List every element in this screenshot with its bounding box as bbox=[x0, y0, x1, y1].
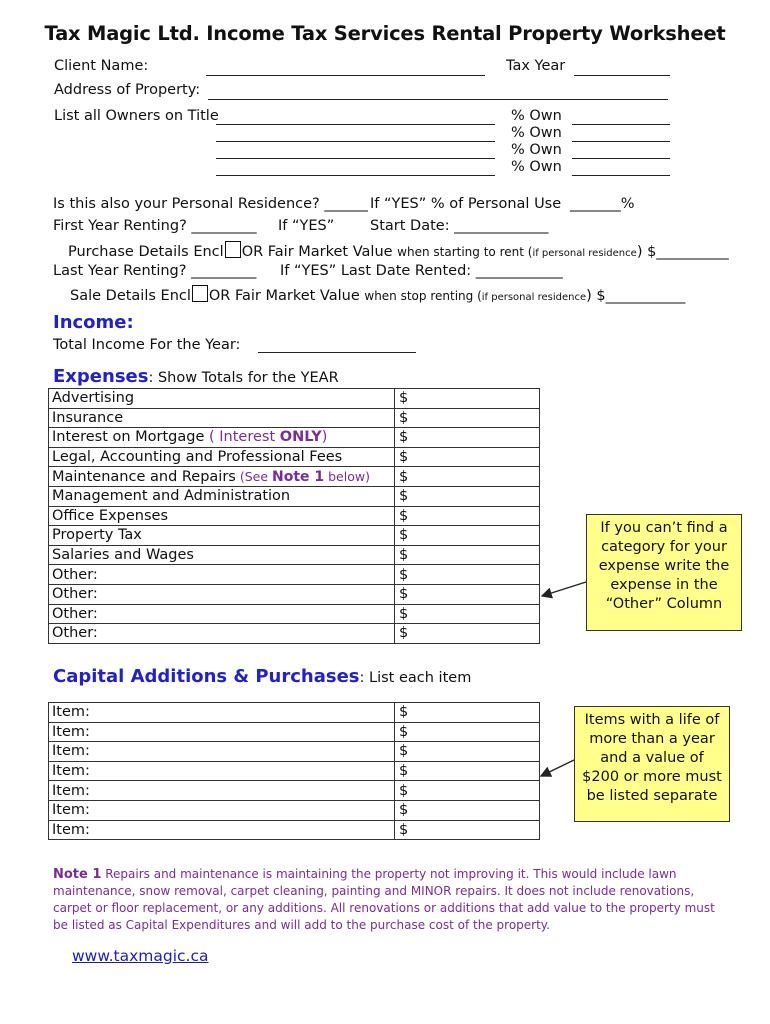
expense-label: Salaries and Wages bbox=[49, 545, 395, 565]
expense-label: Advertising bbox=[49, 389, 395, 409]
expense-amount[interactable]: $ bbox=[395, 467, 540, 487]
purchase-details-label: Purchase Details Encl bbox=[68, 244, 224, 260]
expense-amount[interactable]: $ bbox=[395, 389, 540, 409]
item-label[interactable]: Item: bbox=[49, 800, 395, 820]
item-label[interactable]: Item: bbox=[49, 722, 395, 742]
purchase-fmv-label: OR Fair Market Value bbox=[241, 244, 393, 260]
maintenance-note: (See Note 1 below) bbox=[235, 468, 370, 485]
sale-details-label: Sale Details Encl bbox=[70, 288, 191, 304]
last-date-field: If “YES” Last Date Rented: ____________ bbox=[280, 263, 563, 279]
capital-callout: Items with a life of more than a year and a value of $200 or more must be listed separate bbox=[574, 706, 730, 822]
item-label[interactable]: Item: bbox=[49, 820, 395, 840]
sale-fmv-label: OR Fair Market Value bbox=[208, 288, 360, 304]
expense-label: Office Expenses bbox=[49, 506, 395, 526]
expense-label-text: Interest on Mortgage bbox=[52, 429, 205, 446]
expense-amount[interactable]: $ bbox=[395, 604, 540, 624]
expense-label: Legal, Accounting and Professional Fees bbox=[49, 447, 395, 467]
table-row bbox=[49, 781, 540, 801]
item-amount[interactable]: $ bbox=[395, 800, 540, 820]
expense-label: Insurance bbox=[49, 408, 395, 428]
purchase-personal-note: if personal residence bbox=[532, 248, 637, 259]
item-amount[interactable]: $ bbox=[395, 820, 540, 840]
expense-amount[interactable]: $ bbox=[395, 624, 540, 644]
client-name-label: Client Name: bbox=[54, 58, 149, 74]
note-text: Repairs and maintenance is maintaining the property not improving it. This would include lawn maintenance, snow removal, carpet cleaning, painting and MINOR repairs. It does not include renovations, carpet or floor replacement, or any additions. All renovations or additions that add value to the property must be listed as Capital Expenditures and will add to the purchase cost of the property. bbox=[53, 867, 715, 932]
income-heading: Income: bbox=[53, 312, 134, 333]
expenses-heading: Expenses bbox=[53, 366, 149, 387]
last-year-question: Last Year Renting? _________ bbox=[53, 263, 257, 279]
item-amount[interactable]: $ bbox=[395, 742, 540, 762]
note-1 bbox=[53, 866, 723, 934]
expense-label: Management and Administration bbox=[49, 486, 395, 506]
item-amount[interactable]: $ bbox=[395, 703, 540, 723]
expense-amount[interactable]: $ bbox=[395, 545, 540, 565]
capital-arrow-icon bbox=[541, 760, 574, 776]
expense-label: Property Tax bbox=[49, 526, 395, 546]
item-amount[interactable]: $ bbox=[395, 781, 540, 801]
expense-amount[interactable]: $ bbox=[395, 408, 540, 428]
item-label[interactable]: Item: bbox=[49, 742, 395, 762]
expense-amount[interactable]: $ bbox=[395, 447, 540, 467]
address-label: Address of Property: bbox=[54, 82, 201, 98]
table-row bbox=[49, 761, 540, 781]
capital-header bbox=[53, 666, 471, 687]
purchase-when-text: when starting to rent ( bbox=[397, 245, 533, 259]
interest-note: ( Interest ONLY) bbox=[204, 429, 328, 446]
item-amount[interactable]: $ bbox=[395, 761, 540, 781]
expense-amount[interactable]: $ bbox=[395, 506, 540, 526]
sale-when-text: when stop renting ( bbox=[364, 289, 482, 303]
expense-label[interactable]: Other: bbox=[49, 604, 395, 624]
capital-subheading: : List each item bbox=[359, 670, 472, 686]
item-label[interactable]: Item: bbox=[49, 703, 395, 723]
capital-heading: Capital Additions & Purchases bbox=[53, 666, 360, 687]
item-label[interactable]: Item: bbox=[49, 761, 395, 781]
own-label-3: % Own bbox=[511, 142, 562, 158]
sale-personal-note: if personal residence bbox=[481, 292, 587, 303]
expense-label[interactable]: Other: bbox=[49, 584, 395, 604]
expense-amount[interactable]: $ bbox=[395, 584, 540, 604]
table-row bbox=[49, 703, 540, 723]
page-title: Tax Magic Ltd. Income Tax Services Rental Property Worksheet bbox=[44, 22, 726, 45]
capital-table bbox=[48, 702, 540, 840]
expenses-subheading: : Show Totals for the YEAR bbox=[148, 370, 339, 386]
table-row bbox=[49, 742, 540, 762]
tax-year-label: Tax Year bbox=[506, 58, 566, 74]
expense-amount[interactable]: $ bbox=[395, 526, 540, 546]
own-label-1: % Own bbox=[511, 108, 562, 124]
personal-residence-question: Is this also your Personal Residence? ______ bbox=[53, 196, 368, 212]
personal-use-label: If “YES” % of Personal Use bbox=[370, 196, 562, 212]
website-link[interactable]: www.taxmagic.ca bbox=[72, 947, 209, 965]
expense-amount[interactable]: $ bbox=[395, 486, 540, 506]
start-date-field: Start Date: _____________ bbox=[370, 218, 549, 234]
table-row bbox=[49, 722, 540, 742]
own-label-2: % Own bbox=[511, 125, 562, 141]
expenses-arrow-icon bbox=[542, 582, 586, 596]
expense-amount[interactable]: $ bbox=[395, 565, 540, 585]
expense-label-text: Maintenance and Repairs bbox=[52, 468, 236, 485]
total-income-label: Total Income For the Year: bbox=[53, 337, 241, 353]
expense-label[interactable]: Other: bbox=[49, 565, 395, 585]
owners-label: List all Owners on Title bbox=[54, 108, 219, 124]
first-year-if-yes: If “YES” bbox=[278, 218, 335, 234]
note-label: Note 1 bbox=[53, 867, 102, 882]
item-amount[interactable]: $ bbox=[395, 722, 540, 742]
table-row bbox=[49, 800, 540, 820]
expenses-callout: If you can’t find a category for your expense write the expense in the “Other” Column bbox=[586, 514, 742, 631]
expense-label[interactable]: Other: bbox=[49, 624, 395, 644]
personal-use-field[interactable]: _______% bbox=[570, 196, 635, 212]
table-row bbox=[49, 820, 540, 840]
sale-amount-field[interactable]: ) $___________ bbox=[586, 288, 686, 304]
purchase-amount-field[interactable]: ) $__________ bbox=[636, 244, 729, 260]
first-year-question: First Year Renting? _________ bbox=[53, 218, 257, 234]
expense-amount[interactable]: $ bbox=[395, 428, 540, 448]
own-label-4: % Own bbox=[511, 159, 562, 175]
item-label[interactable]: Item: bbox=[49, 781, 395, 801]
